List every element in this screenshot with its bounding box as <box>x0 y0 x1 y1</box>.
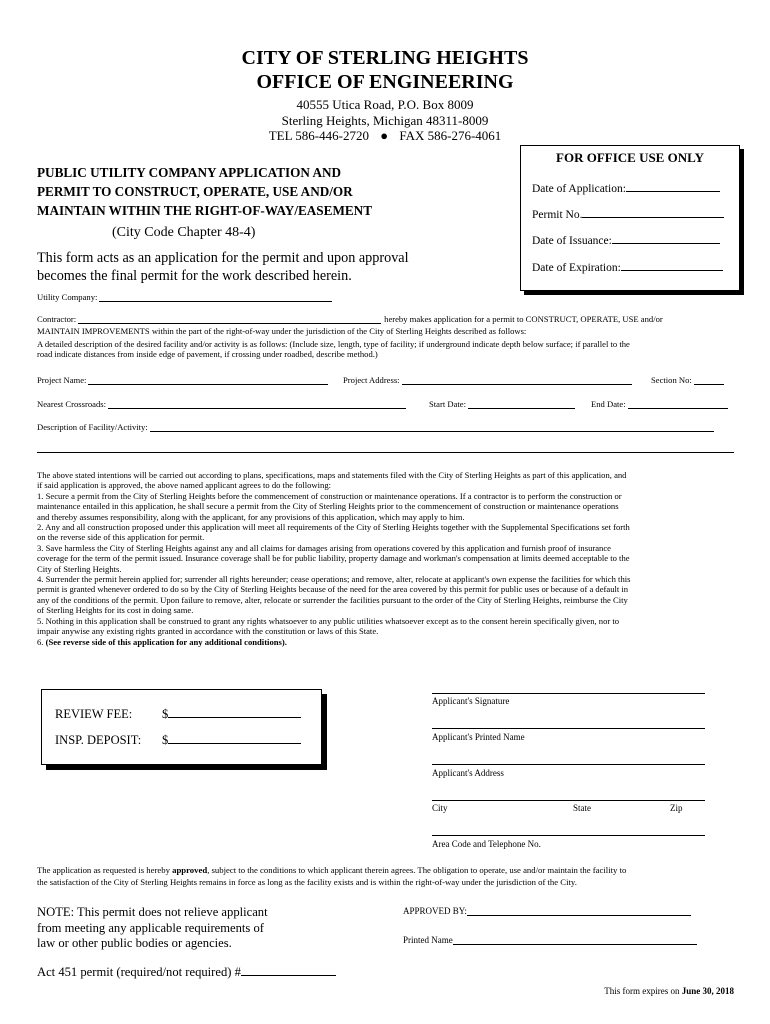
approval-line-1 <box>37 864 626 876</box>
form-expiration <box>604 986 734 996</box>
description-note-1: A detailed description of the desired facility and/or activity is as follows: (Include size, length, type of facility; if underground indicate depth below surface; if parallel to the <box>37 339 630 349</box>
office-title: OFFICE OF ENGINEERING <box>256 71 514 93</box>
condition-1b: maintenance entailed in this application, he shall secure a permit from the City of Sterling Heights prior to the commencement of construction or maintenance operations <box>37 501 619 512</box>
permit-title <box>37 163 372 220</box>
act-451-label: Act 451 permit (required/not required) # <box>37 965 241 979</box>
approver-printed-name-field[interactable] <box>403 935 697 945</box>
applicant-printed-name-line[interactable] <box>432 728 705 729</box>
condition-4a: 4. Surrender the permit herein applied for; surrender all rights hereunder; cease operations; and remove, alter, relocate at applicant's own expense the facilities for which this <box>37 574 631 585</box>
contractor-field[interactable] <box>37 314 663 324</box>
condition-2b: on the reverse side of this application for permit. <box>37 532 205 543</box>
applicant-printed-name-label: Applicant's Printed Name <box>432 732 525 742</box>
condition-4d: of Sterling Heights for its cost in doing same. <box>37 605 194 616</box>
city-code: (City Code Chapter 48-4) <box>112 225 256 240</box>
note-line-3: law or other public bodies or agencies. <box>37 936 232 950</box>
conditions-text <box>37 470 630 647</box>
condition-3a: 3. Save harmless the City of Sterling Heights against any and all claims for damages arising from operations covered by this application and furnish proof of insurance <box>37 542 611 553</box>
insp-deposit-dollar: $ <box>162 733 169 747</box>
note-line-1: NOTE: This permit does not relieve applicant <box>37 905 268 919</box>
phone-line[interactable] <box>432 835 705 836</box>
utility-company-field[interactable] <box>37 292 332 302</box>
description-instructions <box>37 339 630 360</box>
approved-by-field[interactable] <box>403 906 691 916</box>
review-fee-dollar: $ <box>162 707 169 721</box>
condition-6-text: (See reverse side of this application for any additional conditions). <box>45 636 287 647</box>
date-of-application-field[interactable] <box>532 179 720 195</box>
title-line-1: PUBLIC UTILITY COMPANY APPLICATION AND <box>37 165 342 180</box>
condition-5b: impair anywise any existing rights granted in accordance with the constitution or laws of this State. <box>37 626 379 637</box>
applicant-signature-label: Applicant's Signature <box>432 696 510 706</box>
note-text <box>37 905 268 952</box>
project-name-field[interactable] <box>37 375 328 385</box>
utility-company-label: Utility Company: <box>37 292 98 302</box>
address-line-2: Sterling Heights, Michigan 48311-8009 <box>281 113 489 128</box>
city-label: City <box>432 803 448 813</box>
fee-box <box>41 689 322 765</box>
approval-post: , subject to the conditions to which applicant therein agrees. The obligation to operate, use and/or maintain the facility to <box>207 865 627 875</box>
city-state-zip-line[interactable] <box>432 800 705 801</box>
description-label: Description of Facility/Activity: <box>37 422 148 432</box>
act-451-field[interactable] <box>37 963 336 980</box>
applicant-address-label: Applicant's Address <box>432 768 504 778</box>
start-date-field[interactable] <box>429 399 575 409</box>
applicant-signature-line[interactable] <box>432 693 705 694</box>
approval-text <box>37 864 626 888</box>
insp-deposit-label: INSP. DEPOSIT: <box>55 733 142 747</box>
project-address-field[interactable] <box>343 375 632 385</box>
section-no-label: Section No: <box>651 375 692 385</box>
phone-fax <box>0 128 770 144</box>
approval-pre: The application as requested is hereby <box>37 865 170 875</box>
bullet-icon: ● <box>380 128 389 143</box>
section-no-field[interactable] <box>651 375 724 385</box>
phone-label: Area Code and Telephone No. <box>432 839 541 849</box>
condition-1c: and thereby assumes responsibility, along with the applicant, for any provisions of this application, which may apply to him. <box>37 511 465 522</box>
conditions-intro-1: The above stated intentions will be carried out according to plans, specifications, maps and statements filed with the City of Sterling Heights as part of this application, and <box>37 470 627 480</box>
date-of-expiration-label: Date of Expiration: <box>532 262 621 274</box>
applicant-address-line[interactable] <box>432 764 705 765</box>
city-title: CITY OF STERLING HEIGHTS <box>241 47 529 69</box>
fax-text: FAX 586-276-4061 <box>399 128 502 143</box>
description-note-2: road indicate distances from inside edge of pavement, if crossing under roadbed, describe method.) <box>37 349 378 360</box>
end-date-field[interactable] <box>591 399 728 409</box>
project-name-label: Project Name: <box>37 375 87 385</box>
description-field[interactable] <box>37 422 714 432</box>
approval-bold: approved <box>172 865 208 875</box>
expires-date: June 30, 2018 <box>681 986 734 996</box>
approved-by-label: APPROVED BY: <box>403 906 467 916</box>
insp-deposit-field[interactable] <box>55 731 301 748</box>
approver-printed-name-label: Printed Name <box>403 935 453 945</box>
title-line-3: MAINTAIN WITHIN THE RIGHT-OF-WAY/EASEMENT <box>37 203 373 218</box>
approval-line-2: the satisfaction of the City of Sterling Heights remains in force as long as the facility exists and is within the right-of-way under the jurisdiction of the City. <box>37 877 577 887</box>
start-date-label: Start Date: <box>429 399 466 409</box>
end-date-label: End Date: <box>591 399 626 409</box>
intro-line-1: This form acts as an application for the permit and upon approval <box>37 250 409 266</box>
date-of-issuance-field[interactable] <box>532 231 720 247</box>
office-use-box <box>520 145 740 291</box>
state-label: State <box>573 803 591 813</box>
title-line-2: PERMIT TO CONSTRUCT, OPERATE, USE AND/OR <box>37 184 353 199</box>
date-of-expiration-field[interactable] <box>532 258 723 274</box>
date-of-application-label: Date of Application: <box>532 183 626 195</box>
address-line-1: 40555 Utica Road, P.O. Box 8009 <box>296 97 474 112</box>
review-fee-label: REVIEW FEE: <box>55 707 133 721</box>
condition-3c: City of Sterling Heights. <box>37 563 122 574</box>
permit-no-label: Permit No. <box>532 209 583 221</box>
nearest-crossroads-field[interactable] <box>37 399 406 409</box>
description-line-2[interactable] <box>37 452 734 453</box>
date-of-issuance-label: Date of Issuance: <box>532 235 612 247</box>
condition-3b: coverage for the term of the permit issued. Insurance coverage shall be for public liability, property damage and workman's compensation at limits deemed acceptable to the <box>37 553 630 564</box>
condition-2a: 2. Any and all construction proposed under this application will meet all requirements of the City of Sterling Heights together with the Supplemental Specifications set forth <box>37 522 630 533</box>
zip-label: Zip <box>670 803 683 813</box>
conditions-intro-2: if said application is approved, the above named applicant agrees to do the following: <box>37 480 332 491</box>
intro-text <box>37 249 409 285</box>
condition-4c: any of the conditions of the permit. Upon failure to remove, alter, relocate or surrender the facilities pursuant to the order of the City of Sterling Heights, reimburse the City <box>37 594 628 605</box>
condition-4b: permit is granted whenever ordered to do so by the City of Sterling Heights because of the need for the area covered by this permit for public uses or because of a default in <box>37 584 629 595</box>
condition-6-number: 6. <box>37 636 44 647</box>
intro-line-2: becomes the final permit for the work described herein. <box>37 268 352 284</box>
condition-5a: 5. Nothing in this application shall be construed to grant any rights whatsoever to any public utilities whatsoever except as to the consent herein specifically given, nor to <box>37 615 620 626</box>
contractor-statement-2: MAINTAIN IMPROVEMENTS within the part of the right-of-way under the jurisdiction of the City of Sterling Heights described as follows: <box>37 326 527 336</box>
permit-no-field[interactable] <box>532 205 724 221</box>
contractor-statement: hereby makes application for a permit to CONSTRUCT, OPERATE, USE and/or <box>384 314 663 324</box>
project-address-label: Project Address: <box>343 375 400 385</box>
review-fee-field[interactable] <box>55 705 301 722</box>
nearest-crossroads-label: Nearest Crossroads: <box>37 399 106 409</box>
expires-pre: This form expires on <box>604 986 680 996</box>
condition-1a: 1. Secure a permit from the City of Sterling Heights before the commencement of construction or maintenance operations. If a contractor is to perform the construction or <box>37 490 622 501</box>
tel-text: TEL 586-446-2720 <box>268 128 369 143</box>
contractor-label: Contractor: <box>37 314 77 324</box>
note-line-2: from meeting any applicable requirements of <box>37 920 264 935</box>
office-use-heading: FOR OFFICE USE ONLY <box>556 150 704 165</box>
condition-6 <box>37 637 630 647</box>
